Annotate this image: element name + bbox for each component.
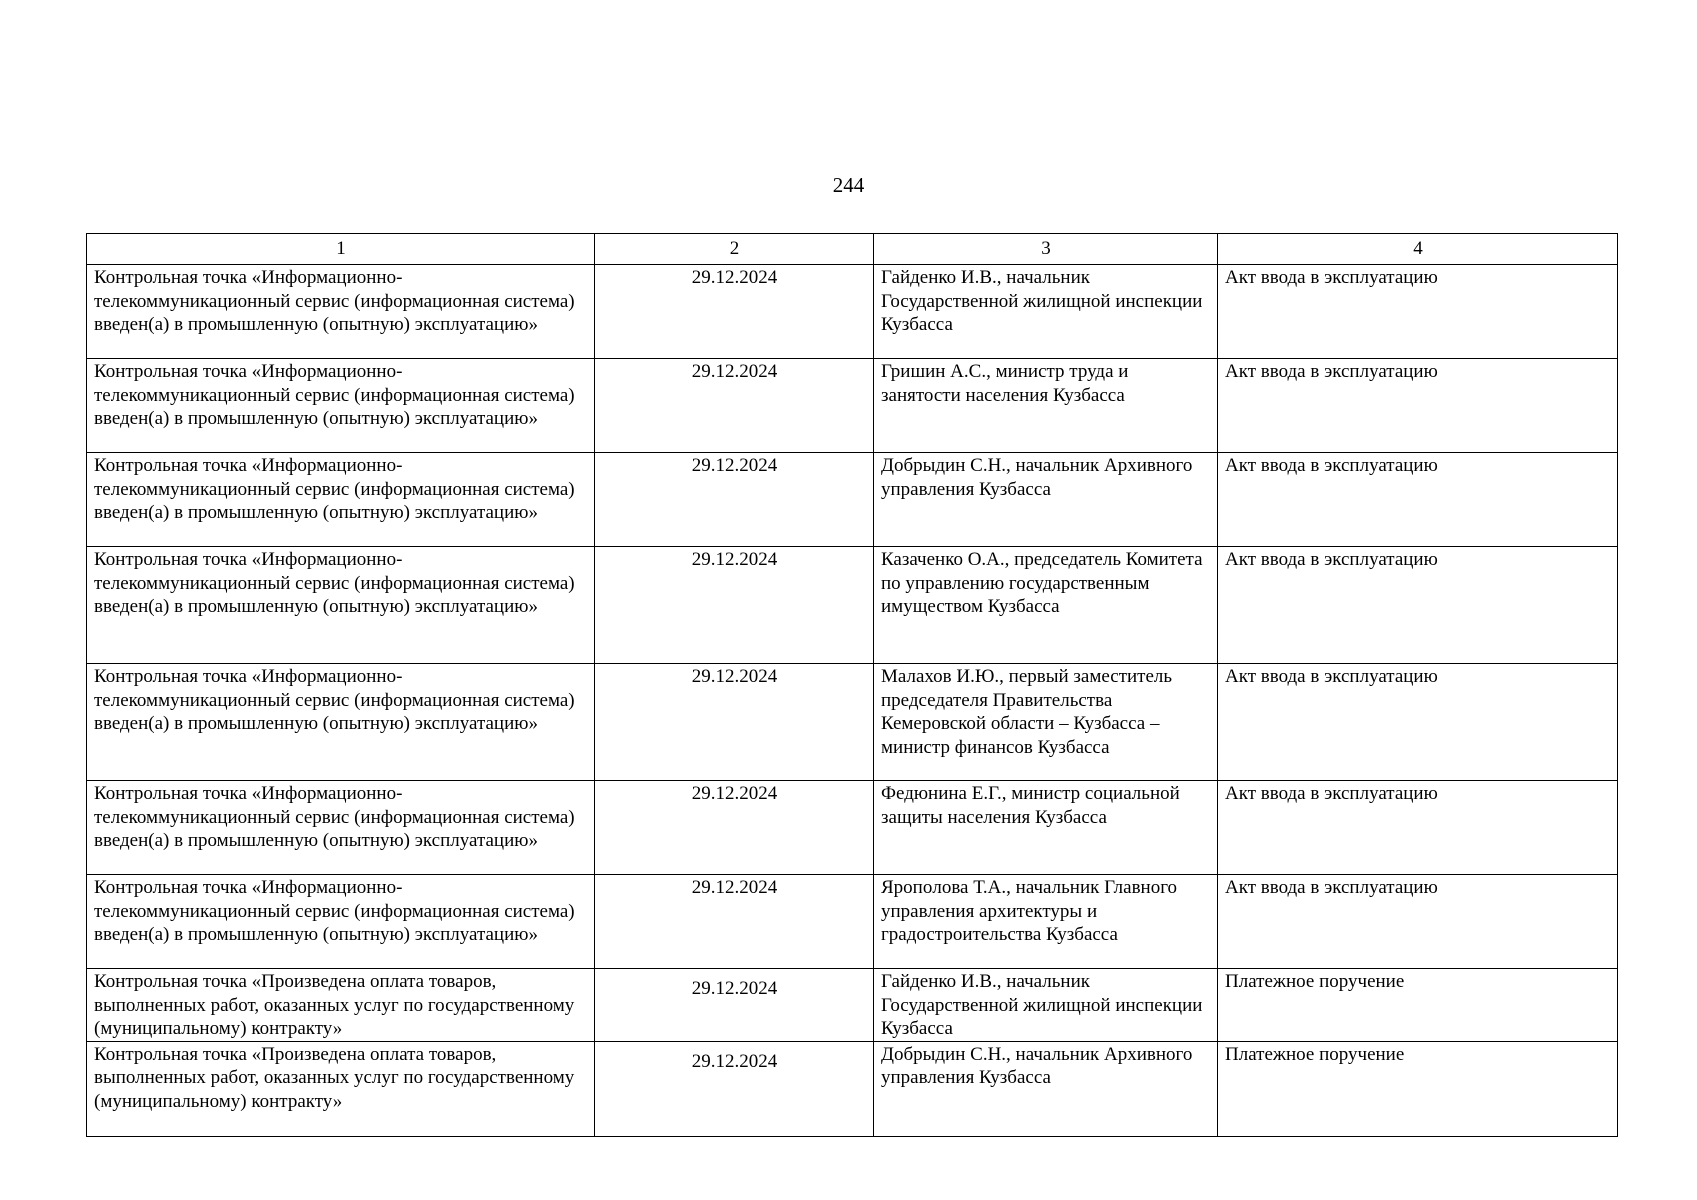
table-row (87, 664, 1618, 781)
date-cell: 29.12.2024 (595, 781, 874, 875)
responsible-cell: Федюнина Е.Г., министр социальной защиты населения Кузбасса (874, 781, 1218, 875)
responsible-cell: Гайденко И.В., начальник Государственной жилищной инспекции Кузбасса (874, 265, 1218, 359)
document-cell: Акт ввода в эксплуатацию (1218, 781, 1618, 875)
control-points-table (86, 233, 1618, 1137)
event-cell: Контрольная точка «Информационно-телекоммуникационный сервис (информационная система) введен(а) в промышленную (опытную) эксплуатацию» (87, 359, 595, 453)
event-cell: Контрольная точка «Информационно-телекоммуникационный сервис (информационная система) введен(а) в промышленную (опытную) эксплуатацию» (87, 547, 595, 664)
column-header-3: 3 (874, 234, 1218, 265)
page-number: 244 (832, 173, 865, 197)
document-cell: Акт ввода в эксплуатацию (1218, 664, 1618, 781)
responsible-cell: Яропoлова Т.А., начальник Главного управления архитектуры и градостроительства Кузбасса (874, 875, 1218, 969)
column-header-1: 1 (87, 234, 595, 265)
date-cell: 29.12.2024 (595, 969, 874, 1042)
table-row (87, 781, 1618, 875)
responsible-cell: Добрыдин С.Н., начальник Архивного управления Кузбасса (874, 453, 1218, 547)
table-row (87, 969, 1618, 1042)
date-cell: 29.12.2024 (595, 1041, 874, 1136)
responsible-cell: Добрыдин С.Н., начальник Архивного управления Кузбасса (874, 1041, 1218, 1136)
document-cell: Платежное поручение (1218, 969, 1618, 1042)
table-row (87, 547, 1618, 664)
responsible-cell: Гришин А.С., министр труда и занятости населения Кузбасса (874, 359, 1218, 453)
event-cell: Контрольная точка «Произведена оплата товаров, выполненных работ, оказанных услуг по государственному (муниципальному) контракту» (87, 969, 595, 1042)
table-row (87, 453, 1618, 547)
event-cell: Контрольная точка «Информационно-телекоммуникационный сервис (информационная система) введен(а) в промышленную (опытную) эксплуатацию» (87, 453, 595, 547)
document-cell: Акт ввода в эксплуатацию (1218, 359, 1618, 453)
column-header-4: 4 (1218, 234, 1618, 265)
date-cell: 29.12.2024 (595, 875, 874, 969)
table-row (87, 359, 1618, 453)
document-cell: Акт ввода в эксплуатацию (1218, 547, 1618, 664)
document-cell: Акт ввода в эксплуатацию (1218, 265, 1618, 359)
column-header-2: 2 (595, 234, 874, 265)
date-cell: 29.12.2024 (595, 359, 874, 453)
document-cell: Платежное поручение (1218, 1041, 1618, 1136)
date-cell: 29.12.2024 (595, 547, 874, 664)
event-cell: Контрольная точка «Информационно-телекоммуникационный сервис (информационная система) введен(а) в промышленную (опытную) эксплуатацию» (87, 265, 595, 359)
date-cell: 29.12.2024 (595, 453, 874, 547)
event-cell: Контрольная точка «Информационно-телекоммуникационный сервис (информационная система) введен(а) в промышленную (опытную) эксплуатацию» (87, 664, 595, 781)
responsible-cell: Казаченко О.А., председатель Комитета по управлению государственным имуществом Кузбасса (874, 547, 1218, 664)
table-row (87, 1041, 1618, 1136)
table-header-row (87, 234, 1618, 265)
responsible-cell: Гайденко И.В., начальник Государственной жилищной инспекции Кузбасса (874, 969, 1218, 1042)
event-cell: Контрольная точка «Информационно-телекоммуникационный сервис (информационная система) введен(а) в промышленную (опытную) эксплуатацию» (87, 781, 595, 875)
table-row (87, 265, 1618, 359)
document-cell: Акт ввода в эксплуатацию (1218, 453, 1618, 547)
date-cell: 29.12.2024 (595, 664, 874, 781)
document-cell: Акт ввода в эксплуатацию (1218, 875, 1618, 969)
table-row (87, 875, 1618, 969)
event-cell: Контрольная точка «Произведена оплата товаров, выполненных работ, оказанных услуг по государственному (муниципальному) контракту» (87, 1041, 595, 1136)
responsible-cell: Малахов И.Ю., первый заместитель председателя Правительства Кемеровской области – Кузбасса – министр финансов Кузбасса (874, 664, 1218, 781)
event-cell: Контрольная точка «Информационно-телекоммуникационный сервис (информационная система) введен(а) в промышленную (опытную) эксплуатацию» (87, 875, 595, 969)
date-cell: 29.12.2024 (595, 265, 874, 359)
